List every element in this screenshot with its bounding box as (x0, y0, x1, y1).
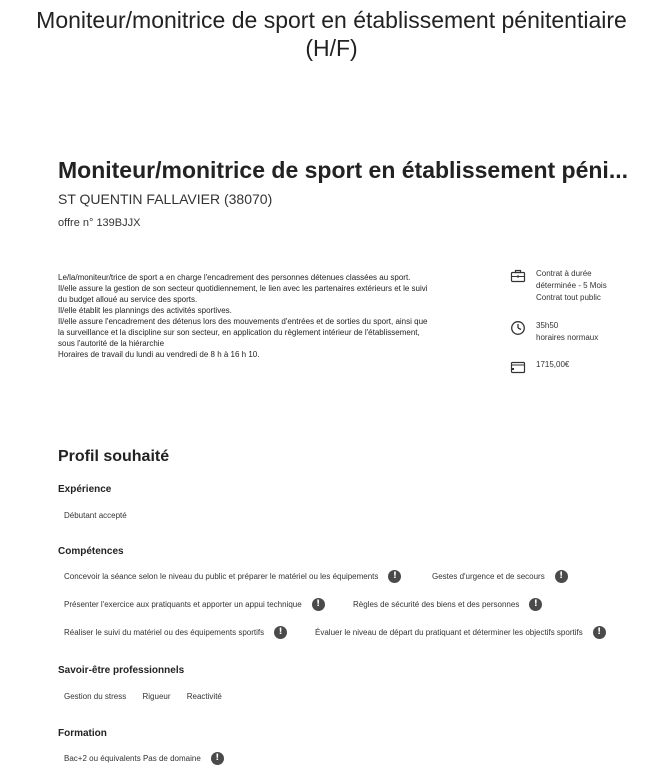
description-line: sous l'autorité de la hiérarchie (58, 339, 165, 348)
competence-label: Évaluer le niveau de départ du pratiquant et déterminer les objectifs sportifs (315, 628, 583, 637)
competence-label: Présenter l'exercice aux pratiquants et apporter un appui technique (64, 600, 302, 609)
contract-line: Contrat tout public (536, 293, 601, 302)
hours-info (510, 320, 646, 344)
description-line: Il/elle assure l'encadrement des détenus lors des mouvements d'entrées et de sorties du sport, ainsi que (58, 317, 428, 326)
info-icon[interactable]: ! (388, 570, 401, 583)
description-line: Horaires de travail du lundi au vendredi de 8 h à 16 h 10. (58, 350, 260, 359)
info-icon[interactable]: ! (312, 598, 325, 611)
competence-item (64, 570, 401, 583)
competence-label: Réaliser le suivi du matériel ou des équipements sportifs (64, 628, 265, 637)
savoir-etre-title: Savoir-être professionnels (58, 665, 185, 676)
competence-item (315, 626, 606, 639)
contract-line: déterminée - 5 Mois (536, 281, 607, 290)
description-line: Il/elle assure la gestion de son secteur quotidiennement, le lien avec les partenaires extérieurs et le suivi (58, 284, 428, 293)
offer-description (58, 272, 458, 360)
offer-title: Moniteur/monitrice de sport en établissement péni... (58, 157, 628, 183)
competences-row (64, 570, 659, 586)
experience-title: Expérience (58, 484, 112, 495)
briefcase-icon (510, 268, 526, 284)
formation-value: Bac+2 ou équivalents Pas de domaine (64, 754, 201, 763)
description-line: Il/elle établit les plannings des activités sportives. (58, 306, 232, 315)
offer-number: offre n° 139BJJX (58, 217, 141, 229)
competence-label: Concevoir la séance selon le niveau du public et préparer le matériel ou les équipements (64, 572, 379, 581)
competence-item (432, 570, 568, 583)
competence-item (353, 598, 542, 611)
clock-icon (510, 320, 526, 336)
salary-line: 1715,00€ (536, 360, 570, 369)
hours-line: 35h50 (536, 321, 559, 330)
wallet-icon (510, 359, 526, 375)
description-line: du budget alloué au service des sports. (58, 295, 198, 304)
salary-info (510, 359, 646, 375)
info-icon[interactable]: ! (529, 598, 542, 611)
contract-line: Contrat à durée (536, 269, 592, 278)
savoir-etre-item: Rigueur (142, 692, 171, 701)
info-icon[interactable]: ! (555, 570, 568, 583)
competences-row (64, 626, 659, 642)
offer-location: ST QUENTIN FALLAVIER (38070) (58, 191, 273, 207)
hours-line: horaires normaux (536, 333, 599, 342)
competence-item (64, 598, 325, 611)
competences-title: Compétences (58, 546, 124, 557)
competence-item (64, 626, 287, 639)
formation-item (64, 752, 224, 765)
page-title: Moniteur/monitrice de sport en établissement pénitentiaire (H/F) (36, 7, 627, 61)
competences-row (64, 598, 659, 614)
profile-title: Profil souhaité (58, 448, 170, 465)
competence-label: Gestes d'urgence et de secours (432, 572, 545, 581)
info-icon[interactable]: ! (211, 752, 224, 765)
description-line: la surveillance et la discipline sur son secteur, en application du règlement intérieur de l'établissement, (58, 328, 420, 337)
savoir-etre-list (64, 692, 236, 701)
savoir-etre-item: Gestion du stress (64, 692, 127, 701)
description-line: Le/la/moniteur/trice de sport a en charge l'encadrement des personnes détenues classées au sport. (58, 273, 411, 282)
contract-info (510, 268, 646, 304)
formation-title: Formation (58, 728, 107, 739)
competence-label: Règles de sécurité des biens et des personnes (353, 600, 520, 609)
info-icon[interactable]: ! (274, 626, 287, 639)
savoir-etre-item: Reactivité (186, 692, 222, 701)
experience-value: Débutant accepté (64, 511, 127, 520)
info-icon[interactable]: ! (593, 626, 606, 639)
